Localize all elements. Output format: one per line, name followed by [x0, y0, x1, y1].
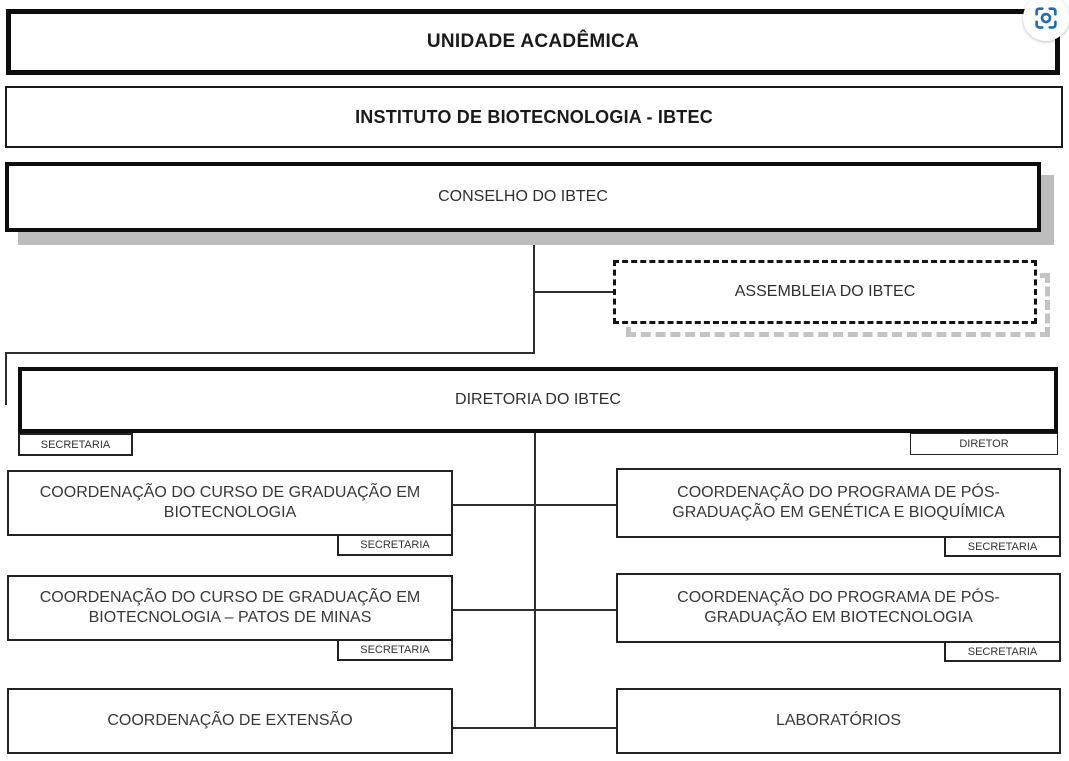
coordenacao-graduacao-patos-de-minas-label: COORDENAÇÃO DO CURSO DE GRADUAÇÃO EM BIOTECNOLOGIA – PATOS DE MINAS — [39, 589, 421, 626]
graduacao-biotecnologia-secretaria-tag: SECRETARIA — [337, 534, 453, 556]
diretoria-secretaria-tag: SECRETARIA — [18, 433, 133, 456]
box-laboratorios — [616, 688, 1061, 754]
coordenacao-extensao-label: COORDENAÇÃO DE EXTENSÃO — [107, 712, 353, 729]
box-conselho-ibtec — [5, 162, 1041, 232]
box-pos-graduacao-biotecnologia — [616, 573, 1061, 643]
box-pos-graduacao-genetica-bioquimica — [616, 468, 1061, 538]
screenshot-capture-button[interactable] — [1023, 0, 1069, 41]
unidade-academica-label: UNIDADE ACADÊMICA — [426, 31, 640, 53]
graduacao-patos-secretaria-tag: SECRETARIA — [337, 639, 453, 661]
connector-vertical-far-left — [5, 352, 7, 405]
diretoria-ibtec-label: DIRETORIA DO IBTEC — [455, 391, 621, 408]
box-diretoria-ibtec — [18, 367, 1058, 433]
diretoria-diretor-tag: DIRETOR — [910, 433, 1058, 455]
pos-biotecnologia-secretaria-tag: SECRETARIA — [944, 641, 1061, 662]
box-coordenacao-extensao — [7, 688, 453, 754]
box-coordenacao-graduacao-patos-de-minas — [7, 575, 453, 641]
coordenacao-graduacao-biotecnologia-label: COORDENAÇÃO DO CURSO DE GRADUAÇÃO EM BIOTECNOLOGIA — [39, 484, 421, 521]
connector-branch-row2 — [453, 609, 616, 611]
box-unidade-academica — [6, 9, 1060, 75]
conselho-ibtec-label: CONSELHO DO IBTEC — [438, 188, 608, 205]
screenshot-capture-icon — [1031, 3, 1061, 33]
pos-graduacao-biotecnologia-label: COORDENAÇÃO DO PROGRAMA DE PÓS-GRADUAÇÃO EM BIOTECNOLOGIA — [677, 589, 1000, 626]
connector-branch-assembleia — [535, 291, 613, 293]
connector-diretoria-trunk — [534, 433, 536, 729]
box-coordenacao-graduacao-biotecnologia — [7, 470, 453, 536]
instituto-ibtec-label: INSTITUTO DE BIOTECNOLOGIA - IBTEC — [355, 106, 713, 127]
pos-graduacao-genetica-bioquimica-label: COORDENAÇÃO DO PROGRAMA DE PÓS-GRADUAÇÃO EM GENÉTICA E BIOQUÍMICA — [672, 484, 1005, 521]
laboratorios-label: LABORATÓRIOS — [775, 712, 902, 729]
assembleia-ibtec-label: ASSEMBLEIA DO IBTEC — [734, 283, 916, 300]
box-instituto-ibtec — [5, 86, 1063, 148]
pos-genetica-secretaria-tag: SECRETARIA — [944, 536, 1061, 557]
box-assembleia-ibtec — [613, 260, 1037, 324]
connector-branch-row1 — [453, 504, 616, 506]
connector-horizontal-left — [5, 352, 535, 354]
connector-branch-row3 — [453, 727, 616, 729]
